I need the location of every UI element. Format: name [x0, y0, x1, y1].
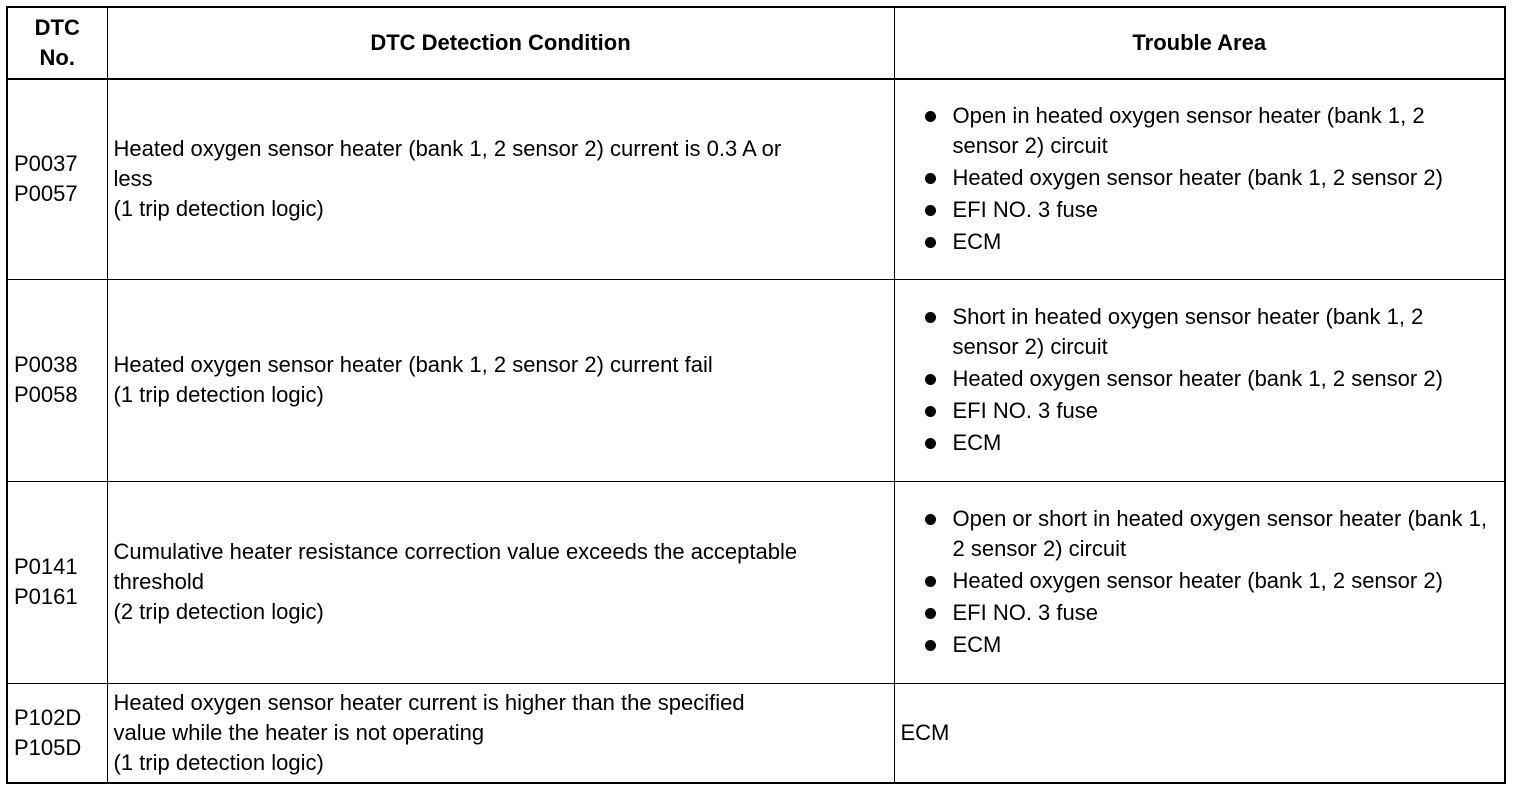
list-item: Heated oxygen sensor heater (bank 1, 2 sensor 2) — [901, 163, 1499, 193]
header-row — [7, 7, 1505, 79]
table-row — [7, 279, 1505, 481]
condition-cell: Heated oxygen sensor heater (bank 1, 2 sensor 2) current fail (1 trip detection logic) — [107, 279, 894, 481]
bullet-icon — [925, 312, 936, 323]
dtc-table — [6, 6, 1506, 784]
trouble-area-cell — [894, 79, 1505, 279]
trouble-area-cell: ECM — [894, 683, 1505, 783]
condition-cell: Heated oxygen sensor heater current is higher than the specified value while the heater is not operating (1 trip detection logic) — [107, 683, 894, 783]
dtc-code: P0057 — [14, 181, 78, 207]
list-item: Short in heated oxygen sensor heater (bank 1, 2 sensor 2) circuit — [901, 302, 1499, 362]
list-item: ECM — [901, 428, 1499, 458]
header-dtc-no: DTC No. — [7, 7, 107, 79]
bullet-icon — [925, 608, 936, 619]
bullet-icon — [925, 205, 936, 216]
condition-cell: Cumulative heater resistance correction value exceeds the acceptable threshold (2 trip detection logic) — [107, 481, 894, 683]
bullet-icon — [925, 237, 936, 248]
list-item: ECM — [901, 630, 1499, 660]
dtc-code: P0037 — [14, 151, 78, 177]
dtc-code: P0141 — [14, 554, 78, 579]
table-row — [7, 79, 1505, 279]
list-item: Heated oxygen sensor heater (bank 1, 2 sensor 2) — [901, 566, 1499, 596]
dtc-code: P0058 — [14, 382, 78, 407]
bullet-icon — [925, 438, 936, 449]
dtc-code-cell — [7, 79, 107, 279]
dtc-code: P0161 — [14, 584, 78, 609]
trouble-area-list — [901, 101, 1499, 257]
trouble-area-list — [901, 504, 1499, 660]
condition-cell: Heated oxygen sensor heater (bank 1, 2 sensor 2) current is 0.3 A or less (1 trip detection logic) — [107, 79, 894, 279]
list-item: EFI NO. 3 fuse — [901, 396, 1499, 426]
trouble-area-cell — [894, 481, 1505, 683]
header-condition: DTC Detection Condition — [107, 7, 894, 79]
dtc-code-cell — [7, 481, 107, 683]
bullet-icon — [925, 111, 936, 122]
bullet-icon — [925, 640, 936, 651]
bullet-icon — [925, 576, 936, 587]
trouble-area-list — [901, 302, 1499, 458]
dtc-code: P0038 — [14, 352, 78, 377]
bullet-icon — [925, 173, 936, 184]
table-row — [7, 683, 1505, 783]
dtc-code-cell — [7, 683, 107, 783]
bullet-icon — [925, 406, 936, 417]
bullet-icon — [925, 374, 936, 385]
list-item: Heated oxygen sensor heater (bank 1, 2 sensor 2) — [901, 364, 1499, 394]
list-item: ECM — [901, 227, 1499, 257]
dtc-code: P102D — [14, 704, 82, 730]
dtc-code: P105D — [14, 734, 82, 760]
list-item: EFI NO. 3 fuse — [901, 598, 1499, 628]
list-item: EFI NO. 3 fuse — [901, 195, 1499, 225]
list-item: Open in heated oxygen sensor heater (bank 1, 2 sensor 2) circuit — [901, 101, 1499, 161]
trouble-area-cell — [894, 279, 1505, 481]
header-trouble-area: Trouble Area — [894, 7, 1505, 79]
dtc-code-cell — [7, 279, 107, 481]
table-row — [7, 481, 1505, 683]
bullet-icon — [925, 514, 936, 525]
list-item: Open or short in heated oxygen sensor heater (bank 1, 2 sensor 2) circuit — [901, 504, 1499, 564]
